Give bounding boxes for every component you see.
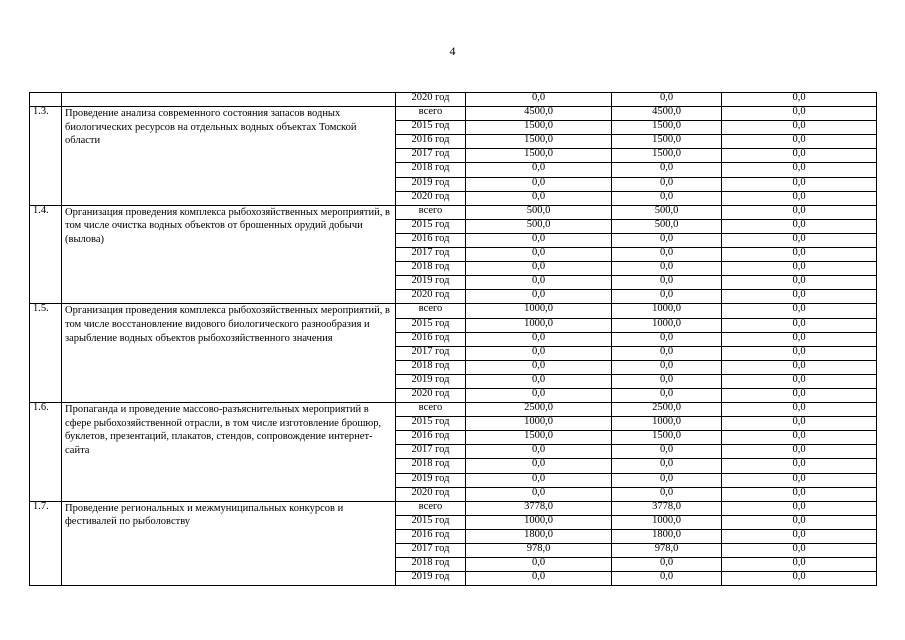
period-cell: 2020 год	[396, 93, 466, 107]
table-row	[30, 501, 877, 515]
other-sources-cell: 0,0	[722, 459, 877, 473]
regional-budget-cell: 1800,0	[612, 529, 722, 543]
total-amount-cell: 0,0	[466, 459, 612, 473]
row-number: 1.5.	[30, 304, 62, 403]
total-amount-cell: 4500,0	[466, 107, 612, 121]
other-sources-cell: 0,0	[722, 417, 877, 431]
other-sources-cell: 0,0	[722, 558, 877, 572]
regional-budget-cell: 0,0	[612, 473, 722, 487]
other-sources-cell: 0,0	[722, 487, 877, 501]
total-amount-cell: 0,0	[466, 445, 612, 459]
other-sources-cell: 0,0	[722, 262, 877, 276]
period-cell: 2016 год	[396, 332, 466, 346]
regional-budget-cell: 0,0	[612, 93, 722, 107]
total-amount-cell: 0,0	[466, 191, 612, 205]
period-cell: 2019 год	[396, 374, 466, 388]
period-cell: всего	[396, 304, 466, 318]
table-row	[30, 403, 877, 417]
regional-budget-cell: 0,0	[612, 191, 722, 205]
other-sources-cell: 0,0	[722, 515, 877, 529]
other-sources-cell: 0,0	[722, 304, 877, 318]
total-amount-cell: 1000,0	[466, 417, 612, 431]
row-number: 1.7.	[30, 501, 62, 586]
row-number	[30, 93, 62, 107]
other-sources-cell: 0,0	[722, 93, 877, 107]
activity-name: Организация проведения комплекса рыбохозяйственных мероприятий, в том числе очистка водных объектов от брошенных орудий добычи (вылова)	[62, 205, 396, 304]
period-cell: всего	[396, 205, 466, 219]
regional-budget-cell: 0,0	[612, 374, 722, 388]
regional-budget-cell: 500,0	[612, 205, 722, 219]
period-cell: 2015 год	[396, 417, 466, 431]
period-cell: 2015 год	[396, 515, 466, 529]
activity-name: Проведение анализа современного состояния запасов водных биологических ресурсов на отдельных водных объектах Томской области	[62, 107, 396, 206]
period-cell: 2017 год	[396, 248, 466, 262]
total-amount-cell: 0,0	[466, 233, 612, 247]
regional-budget-cell: 0,0	[612, 262, 722, 276]
table-row	[30, 107, 877, 121]
other-sources-cell: 0,0	[722, 290, 877, 304]
total-amount-cell: 978,0	[466, 544, 612, 558]
total-amount-cell: 1500,0	[466, 431, 612, 445]
total-amount-cell: 1000,0	[466, 515, 612, 529]
other-sources-cell: 0,0	[722, 107, 877, 121]
total-amount-cell: 1000,0	[466, 304, 612, 318]
total-amount-cell: 0,0	[466, 93, 612, 107]
regional-budget-cell: 2500,0	[612, 403, 722, 417]
activity-name: Проведение региональных и межмуниципальных конкурсов и фестивалей по рыболовству	[62, 501, 396, 586]
period-cell: 2017 год	[396, 544, 466, 558]
other-sources-cell: 0,0	[722, 276, 877, 290]
other-sources-cell: 0,0	[722, 374, 877, 388]
activity-name	[62, 93, 396, 107]
total-amount-cell: 0,0	[466, 290, 612, 304]
row-number: 1.4.	[30, 205, 62, 304]
regional-budget-cell: 0,0	[612, 487, 722, 501]
period-cell: 2015 год	[396, 318, 466, 332]
period-cell: 2018 год	[396, 163, 466, 177]
period-cell: 2016 год	[396, 135, 466, 149]
total-amount-cell: 500,0	[466, 219, 612, 233]
other-sources-cell: 0,0	[722, 332, 877, 346]
regional-budget-cell: 0,0	[612, 276, 722, 290]
row-number: 1.6.	[30, 403, 62, 502]
other-sources-cell: 0,0	[722, 529, 877, 543]
period-cell: 2018 год	[396, 558, 466, 572]
total-amount-cell: 0,0	[466, 248, 612, 262]
other-sources-cell: 0,0	[722, 318, 877, 332]
other-sources-cell: 0,0	[722, 219, 877, 233]
total-amount-cell: 1000,0	[466, 318, 612, 332]
other-sources-cell: 0,0	[722, 473, 877, 487]
regional-budget-cell: 1000,0	[612, 304, 722, 318]
regional-budget-cell: 0,0	[612, 459, 722, 473]
row-number: 1.3.	[30, 107, 62, 206]
regional-budget-cell: 1000,0	[612, 515, 722, 529]
other-sources-cell: 0,0	[722, 149, 877, 163]
period-cell: 2020 год	[396, 290, 466, 304]
other-sources-cell: 0,0	[722, 205, 877, 219]
other-sources-cell: 0,0	[722, 177, 877, 191]
regional-budget-cell: 1500,0	[612, 121, 722, 135]
regional-budget-cell: 0,0	[612, 233, 722, 247]
regional-budget-cell: 1000,0	[612, 318, 722, 332]
period-cell: 2018 год	[396, 459, 466, 473]
period-cell: всего	[396, 501, 466, 515]
other-sources-cell: 0,0	[722, 403, 877, 417]
other-sources-cell: 0,0	[722, 346, 877, 360]
total-amount-cell: 1500,0	[466, 149, 612, 163]
regional-budget-cell: 0,0	[612, 248, 722, 262]
total-amount-cell: 0,0	[466, 487, 612, 501]
total-amount-cell: 0,0	[466, 276, 612, 290]
period-cell: 2019 год	[396, 276, 466, 290]
regional-budget-cell: 1500,0	[612, 135, 722, 149]
total-amount-cell: 0,0	[466, 374, 612, 388]
total-amount-cell: 0,0	[466, 177, 612, 191]
period-cell: 2018 год	[396, 360, 466, 374]
page-number: 4	[449, 44, 456, 58]
other-sources-cell: 0,0	[722, 191, 877, 205]
period-cell: 2019 год	[396, 572, 466, 586]
period-cell: всего	[396, 403, 466, 417]
period-cell: 2020 год	[396, 487, 466, 501]
activity-name: Пропаганда и проведение массово-разъяснительных мероприятий в сфере рыбохозяйственной отрасли, в том числе изготовление брошюр, буклетов, презентаций, плакатов, стендов, сопровождение интернет-сайта	[62, 403, 396, 502]
regional-budget-cell: 0,0	[612, 572, 722, 586]
other-sources-cell: 0,0	[722, 572, 877, 586]
total-amount-cell: 0,0	[466, 388, 612, 402]
regional-budget-cell: 0,0	[612, 445, 722, 459]
budget-table	[29, 92, 877, 586]
total-amount-cell: 1500,0	[466, 135, 612, 149]
table-row	[30, 205, 877, 219]
regional-budget-cell: 0,0	[612, 558, 722, 572]
period-cell: 2016 год	[396, 233, 466, 247]
total-amount-cell: 0,0	[466, 332, 612, 346]
total-amount-cell: 0,0	[466, 262, 612, 276]
other-sources-cell: 0,0	[722, 248, 877, 262]
period-cell: 2015 год	[396, 121, 466, 135]
table-row	[30, 304, 877, 318]
other-sources-cell: 0,0	[722, 233, 877, 247]
regional-budget-cell: 0,0	[612, 346, 722, 360]
table-row	[30, 93, 877, 107]
other-sources-cell: 0,0	[722, 431, 877, 445]
regional-budget-cell: 0,0	[612, 163, 722, 177]
period-cell: 2019 год	[396, 177, 466, 191]
total-amount-cell: 0,0	[466, 346, 612, 360]
period-cell: 2017 год	[396, 346, 466, 360]
regional-budget-cell: 0,0	[612, 388, 722, 402]
period-cell: 2020 год	[396, 388, 466, 402]
regional-budget-cell: 4500,0	[612, 107, 722, 121]
regional-budget-cell: 1500,0	[612, 431, 722, 445]
period-cell: 2015 год	[396, 219, 466, 233]
period-cell: 2017 год	[396, 445, 466, 459]
period-cell: 2018 год	[396, 262, 466, 276]
regional-budget-cell: 0,0	[612, 290, 722, 304]
regional-budget-cell: 1000,0	[612, 417, 722, 431]
other-sources-cell: 0,0	[722, 360, 877, 374]
regional-budget-cell: 3778,0	[612, 501, 722, 515]
other-sources-cell: 0,0	[722, 121, 877, 135]
period-cell: 2016 год	[396, 529, 466, 543]
total-amount-cell: 0,0	[466, 360, 612, 374]
total-amount-cell: 500,0	[466, 205, 612, 219]
total-amount-cell: 3778,0	[466, 501, 612, 515]
regional-budget-cell: 500,0	[612, 219, 722, 233]
other-sources-cell: 0,0	[722, 501, 877, 515]
other-sources-cell: 0,0	[722, 445, 877, 459]
total-amount-cell: 1800,0	[466, 529, 612, 543]
regional-budget-cell: 0,0	[612, 177, 722, 191]
total-amount-cell: 2500,0	[466, 403, 612, 417]
other-sources-cell: 0,0	[722, 135, 877, 149]
period-cell: 2016 год	[396, 431, 466, 445]
regional-budget-cell: 0,0	[612, 360, 722, 374]
other-sources-cell: 0,0	[722, 388, 877, 402]
total-amount-cell: 0,0	[466, 163, 612, 177]
total-amount-cell: 0,0	[466, 572, 612, 586]
total-amount-cell: 0,0	[466, 473, 612, 487]
period-cell: 2020 год	[396, 191, 466, 205]
other-sources-cell: 0,0	[722, 544, 877, 558]
total-amount-cell: 1500,0	[466, 121, 612, 135]
period-cell: 2019 год	[396, 473, 466, 487]
other-sources-cell: 0,0	[722, 163, 877, 177]
regional-budget-cell: 0,0	[612, 332, 722, 346]
regional-budget-cell: 978,0	[612, 544, 722, 558]
period-cell: 2017 год	[396, 149, 466, 163]
activity-name: Организация проведения комплекса рыбохозяйственных мероприятий, в том числе восстановление видового биологического разнообразия и зарыбление водных объектов рыбохозяйственного значения	[62, 304, 396, 403]
regional-budget-cell: 1500,0	[612, 149, 722, 163]
period-cell: всего	[396, 107, 466, 121]
total-amount-cell: 0,0	[466, 558, 612, 572]
